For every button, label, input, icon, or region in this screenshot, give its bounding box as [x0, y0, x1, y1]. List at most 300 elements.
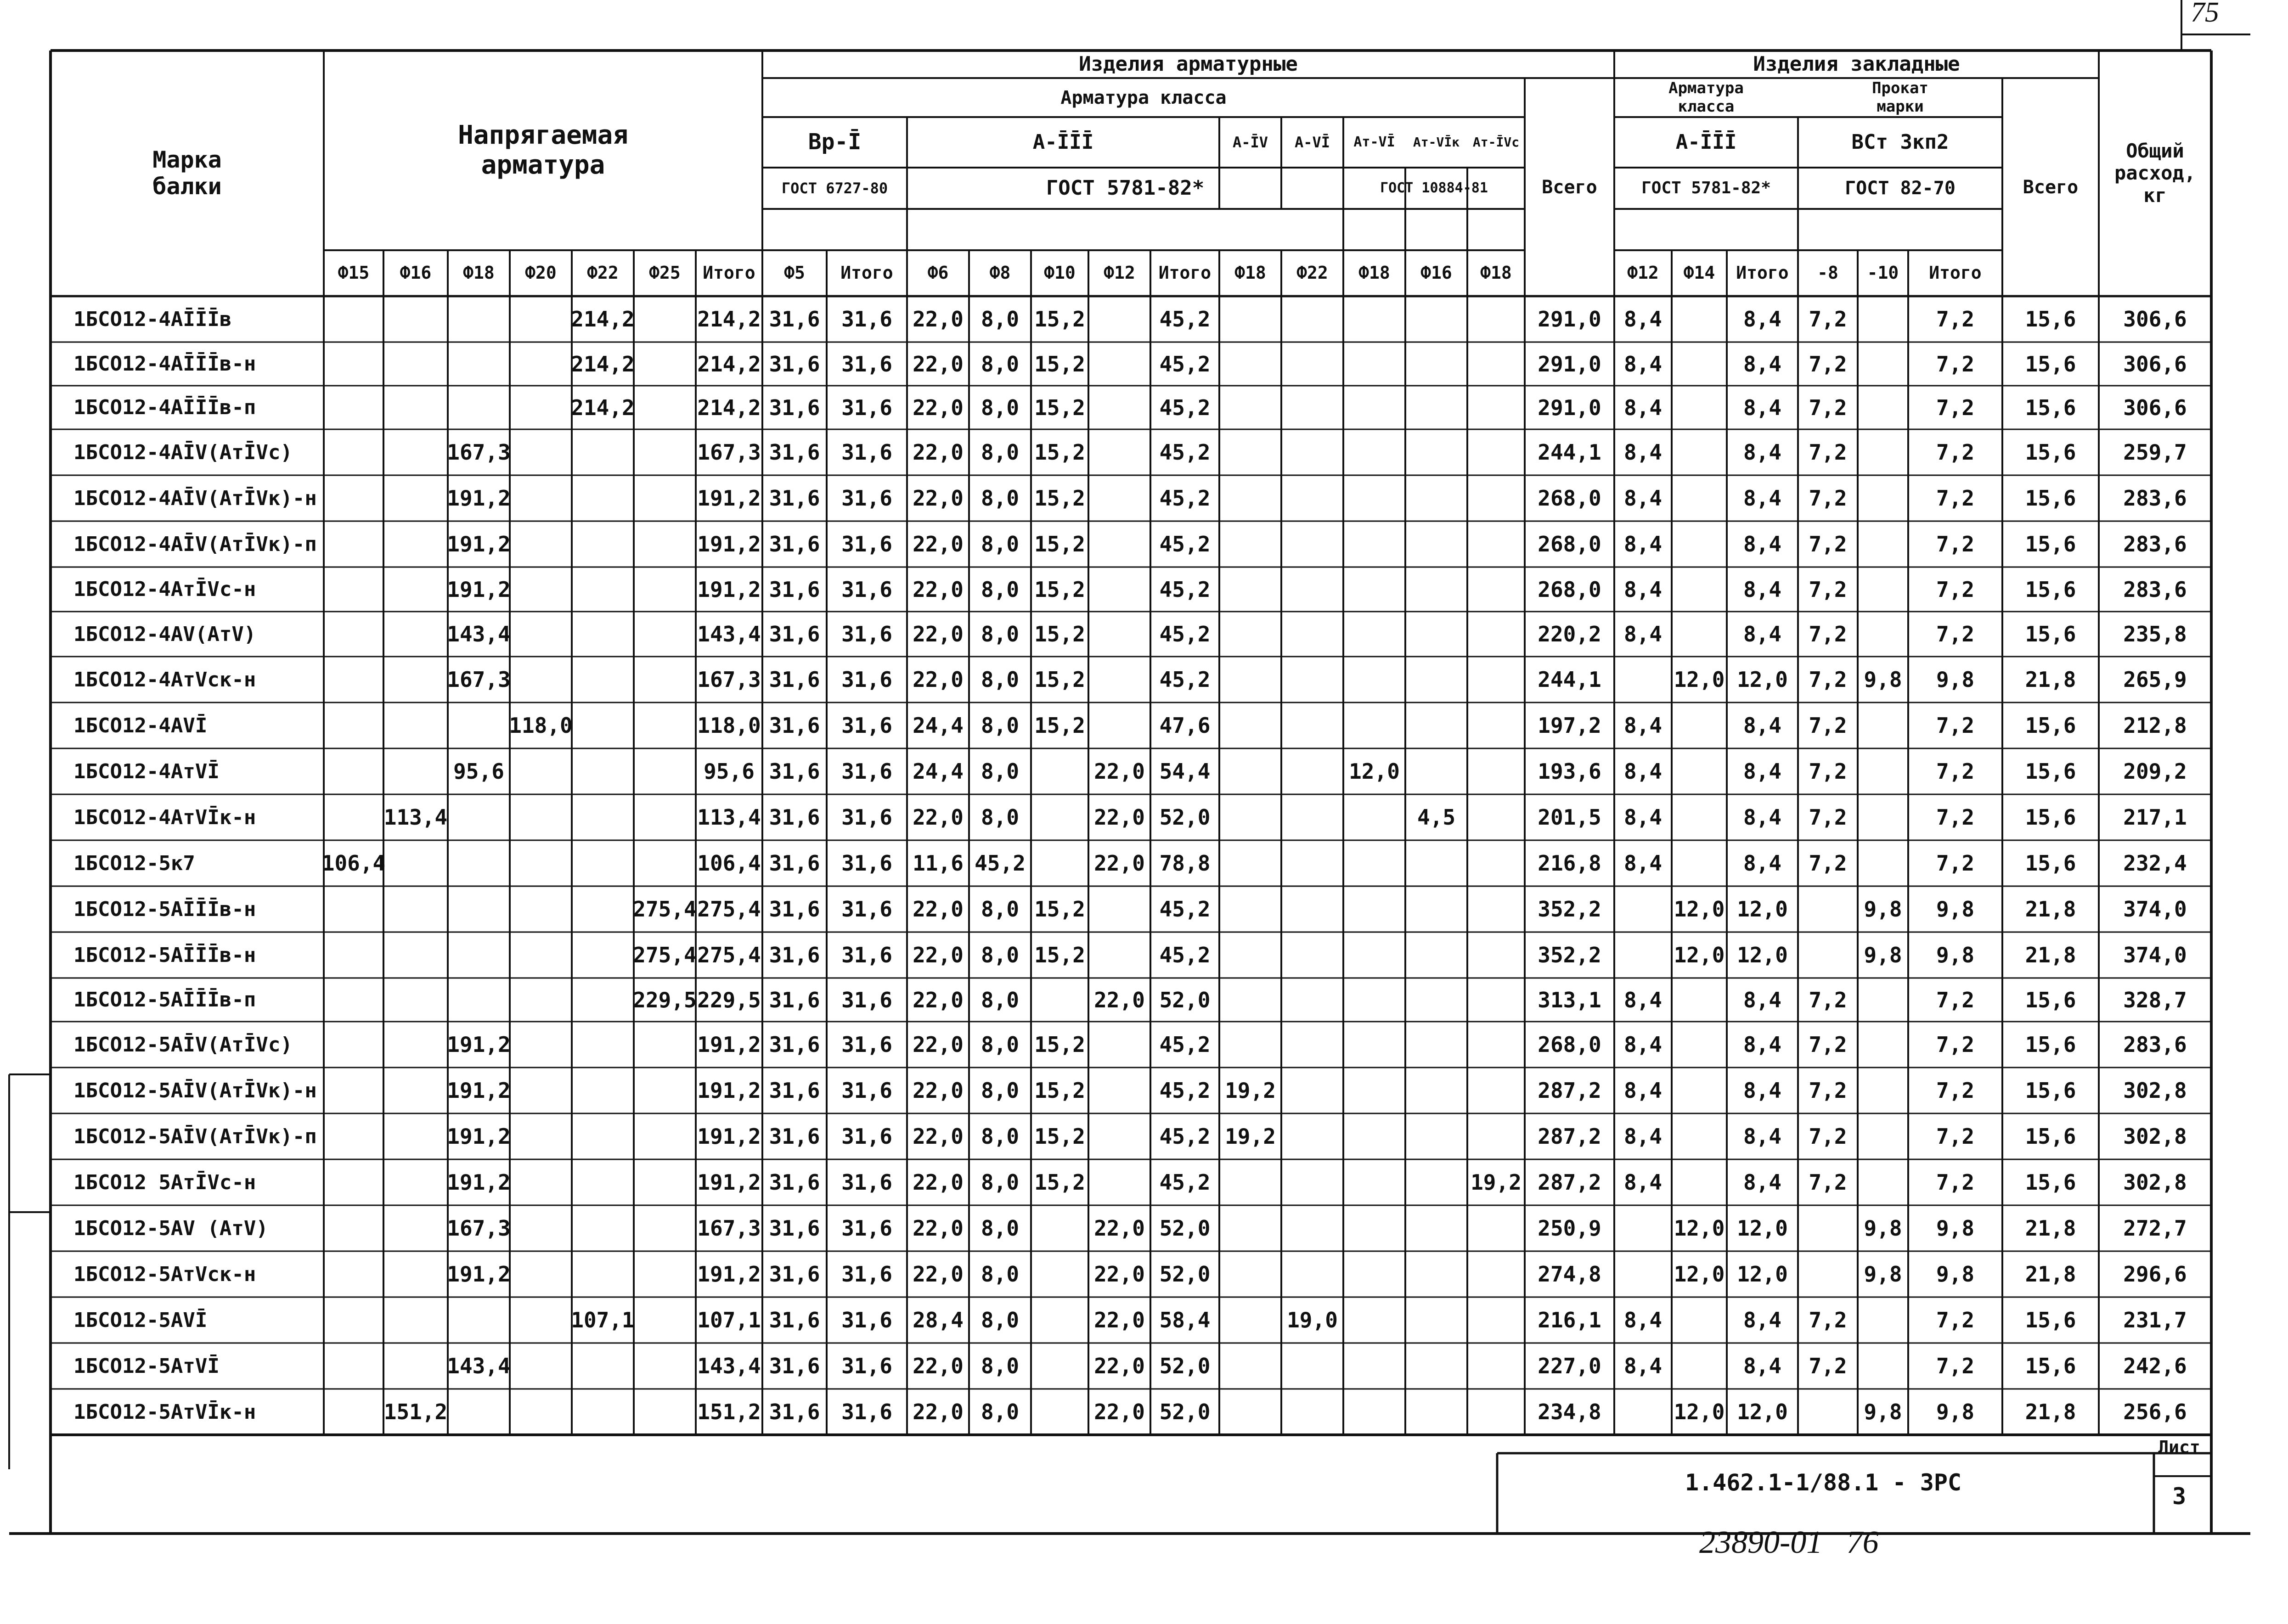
row-mark: 1БСО12-4АĪV(АтĪVк)-п — [73, 532, 317, 556]
table-cell — [383, 657, 448, 702]
table-cell: 9,8 — [1936, 897, 1975, 922]
table-cell: 8,0 — [981, 577, 1020, 602]
table-cell: 22,0 — [913, 897, 964, 922]
table-cell: 52,0 — [1159, 1399, 1211, 1424]
table-cell: 12,0 — [1674, 1262, 1725, 1287]
table-cell — [1614, 1389, 1672, 1435]
table-cell: 167,3 — [697, 667, 761, 692]
table-cell — [510, 296, 572, 342]
table-cell: 143,4 — [697, 622, 761, 646]
table-cell — [572, 1251, 634, 1297]
table-cell: 22,0 — [913, 1170, 964, 1195]
table-cell: 19,2 — [1225, 1124, 1276, 1149]
archive-number: 23890-01 76 — [1699, 1525, 1879, 1560]
col-head-14: Ф18 — [1234, 263, 1266, 283]
table-cell — [1405, 612, 1467, 657]
table-cell — [1858, 1159, 1908, 1205]
table-cell — [1467, 1022, 1525, 1068]
table-cell — [1405, 429, 1467, 475]
table-cell — [383, 932, 448, 978]
table-cell: 31,6 — [769, 1399, 820, 1424]
header-gost-6727: ГОСТ 6727-80 — [781, 179, 888, 197]
table-cell: 8,0 — [981, 1399, 1020, 1424]
table-cell — [1343, 1251, 1405, 1297]
table-cell: 191,2 — [697, 1078, 761, 1103]
table-cell — [1343, 1205, 1405, 1251]
table-cell: 191,2 — [697, 1170, 761, 1195]
table-cell: 15,6 — [2025, 1032, 2076, 1057]
table-cell: 7,2 — [1936, 486, 1975, 511]
table-cell — [572, 429, 634, 475]
table-cell — [383, 296, 448, 342]
table-cell: 8,4 — [1743, 1124, 1782, 1149]
table-cell: 31,6 — [841, 1078, 892, 1103]
table-cell: 9,8 — [1864, 1399, 1902, 1424]
table-cell: 191,2 — [697, 1262, 761, 1287]
table-cell — [383, 1113, 448, 1159]
header-a3-2: А-ĪĪĪ — [1675, 130, 1737, 154]
table-cell: 8,0 — [981, 486, 1020, 511]
table-cell — [1672, 1159, 1727, 1205]
table-cell — [1219, 702, 1281, 748]
table-cell: 15,2 — [1034, 667, 1085, 692]
table-cell — [510, 342, 572, 386]
table-cell — [1858, 475, 1908, 521]
table-cell — [1219, 1205, 1281, 1251]
table-cell — [1343, 1297, 1405, 1343]
table-cell: 15,2 — [1034, 307, 1085, 332]
table-cell: 8,4 — [1743, 805, 1782, 830]
table-cell: 12,0 — [1674, 667, 1725, 692]
table-cell — [1343, 978, 1405, 1022]
table-cell: 15,2 — [1034, 577, 1085, 602]
table-cell — [448, 840, 510, 886]
table-cell: 45,2 — [1159, 622, 1211, 646]
table-cell: 15,2 — [1034, 351, 1085, 376]
table-cell: 31,6 — [769, 351, 820, 376]
table-cell — [1467, 886, 1525, 932]
header-armatura-klassa: Арматура класса — [1060, 87, 1227, 108]
table-cell: 9,8 — [1864, 897, 1902, 922]
table-cell — [634, 342, 696, 386]
table-cell — [572, 1113, 634, 1159]
header-gost-5781-2: ГОСТ 5781-82* — [1641, 179, 1771, 198]
header-gost-82-70: ГОСТ 82-70 — [1845, 178, 1956, 199]
table-cell — [1219, 657, 1281, 702]
table-cell — [324, 1205, 383, 1251]
table-cell: 7,2 — [1936, 395, 1975, 420]
table-cell — [1343, 1022, 1405, 1068]
table-cell — [1088, 1022, 1150, 1068]
table-cell — [1614, 1251, 1672, 1297]
table-cell — [324, 1251, 383, 1297]
table-cell — [383, 342, 448, 386]
table-cell: 313,1 — [1538, 987, 1601, 1012]
table-cell — [383, 1343, 448, 1389]
table-cell: 12,0 — [1737, 943, 1788, 967]
table-cell: 19,2 — [1471, 1170, 1522, 1195]
table-cell — [1467, 1068, 1525, 1113]
col-head-12: Ф12 — [1104, 263, 1135, 283]
header-a6: А-VĪ — [1294, 133, 1330, 151]
header-at6k: Ат-VĪк — [1413, 134, 1460, 150]
table-cell — [1798, 1389, 1858, 1435]
table-cell: 22,0 — [913, 987, 964, 1012]
table-cell: 31,6 — [769, 307, 820, 332]
row-mark: 1БСО12-5АV (АтV) — [73, 1216, 268, 1240]
table-cell — [383, 748, 448, 794]
table-cell — [1405, 1343, 1467, 1389]
table-cell — [448, 978, 510, 1022]
table-cell: 45,2 — [1159, 307, 1211, 332]
table-cell: 7,2 — [1936, 851, 1975, 876]
table-cell: 15,6 — [2025, 759, 2076, 784]
table-cell: 7,2 — [1809, 1354, 1847, 1378]
table-cell: 7,2 — [1809, 440, 1847, 465]
table-cell — [572, 1159, 634, 1205]
table-cell: 31,6 — [769, 851, 820, 876]
table-cell — [572, 978, 634, 1022]
table-cell — [324, 612, 383, 657]
table-cell — [1467, 932, 1525, 978]
table-cell — [1343, 1068, 1405, 1113]
table-cell: 31,6 — [769, 1124, 820, 1149]
table-cell — [1219, 1251, 1281, 1297]
table-cell — [510, 386, 572, 429]
table-cell — [1672, 296, 1727, 342]
table-cell: 45,2 — [1159, 440, 1211, 465]
table-cell: 8,4 — [1623, 440, 1662, 465]
col-head-17: Ф16 — [1420, 263, 1452, 283]
table-cell — [572, 748, 634, 794]
table-cell: 52,0 — [1159, 805, 1211, 830]
table-cell — [1672, 1113, 1727, 1159]
table-cell — [448, 386, 510, 429]
table-cell: 193,6 — [1538, 759, 1601, 784]
table-cell — [1858, 429, 1908, 475]
table-cell — [1343, 794, 1405, 840]
row-mark: 1БСО12-5АĪV(АтĪVс) — [73, 1033, 293, 1056]
table-cell: 15,2 — [1034, 1032, 1085, 1057]
col-head-24: Итого — [1929, 263, 1982, 283]
table-cell: 22,0 — [1094, 1354, 1145, 1378]
table-cell: 8,0 — [981, 1032, 1020, 1057]
table-cell — [1467, 429, 1525, 475]
row-mark: 1БСО12-5АтVск-н — [73, 1262, 256, 1286]
table-cell — [510, 1113, 572, 1159]
table-cell: 47,6 — [1159, 713, 1211, 738]
table-cell: 31,6 — [841, 1399, 892, 1424]
table-cell: 220,2 — [1538, 622, 1601, 646]
table-cell — [1219, 386, 1281, 429]
table-cell — [1858, 978, 1908, 1022]
table-cell — [510, 657, 572, 702]
col-head-4: Ф22 — [587, 263, 619, 283]
table-cell: 31,6 — [769, 987, 820, 1012]
table-cell: 287,2 — [1538, 1078, 1601, 1103]
table-cell — [448, 296, 510, 342]
table-cell — [383, 1022, 448, 1068]
table-cell — [1219, 1343, 1281, 1389]
table-cell: 242,6 — [2123, 1354, 2187, 1378]
table-cell: 22,0 — [913, 667, 964, 692]
table-cell: 22,0 — [913, 440, 964, 465]
table-cell — [1672, 429, 1727, 475]
table-cell: 45,2 — [1159, 532, 1211, 556]
table-cell: 31,6 — [841, 805, 892, 830]
table-cell — [324, 296, 383, 342]
table-cell — [1672, 1022, 1727, 1068]
table-cell: 256,6 — [2123, 1399, 2187, 1424]
table-cell — [1031, 1251, 1088, 1297]
table-cell — [1281, 932, 1343, 978]
table-cell — [1281, 429, 1343, 475]
table-cell: 259,7 — [2123, 440, 2187, 465]
table-cell: 7,2 — [1809, 1124, 1847, 1149]
sheet-number: 3 — [2172, 1483, 2187, 1510]
table-cell — [383, 567, 448, 612]
table-cell: 306,6 — [2123, 351, 2187, 376]
table-cell: 8,4 — [1623, 1308, 1662, 1332]
table-cell — [1281, 840, 1343, 886]
table-cell — [1088, 342, 1150, 386]
table-cell — [448, 1297, 510, 1343]
table-cell: 15,6 — [2025, 1354, 2076, 1378]
table-cell — [1798, 886, 1858, 932]
table-cell: 191,2 — [447, 577, 511, 602]
table-cell — [1467, 794, 1525, 840]
table-cell: 12,0 — [1349, 759, 1400, 784]
row-mark: 1БСО12-4АĪV(АтĪVк)-н — [73, 486, 317, 510]
table-cell: 22,0 — [913, 532, 964, 556]
table-cell: 15,2 — [1034, 1170, 1085, 1195]
table-cell — [1467, 702, 1525, 748]
table-cell: 31,6 — [769, 1262, 820, 1287]
table-cell: 8,4 — [1743, 1078, 1782, 1103]
table-cell: 234,8 — [1538, 1399, 1601, 1424]
table-cell: 151,2 — [697, 1399, 761, 1424]
table-cell: 45,2 — [975, 851, 1026, 876]
table-cell — [1467, 1389, 1525, 1435]
table-cell — [572, 886, 634, 932]
table-cell: 291,0 — [1538, 395, 1601, 420]
table-cell: 8,4 — [1743, 1308, 1782, 1332]
table-cell: 8,4 — [1743, 622, 1782, 646]
table-cell — [1405, 840, 1467, 886]
table-cell: 7,2 — [1936, 713, 1975, 738]
table-cell — [324, 1343, 383, 1389]
table-cell: 191,2 — [697, 1124, 761, 1149]
table-cell — [1281, 794, 1343, 840]
table-cell: 45,2 — [1159, 577, 1211, 602]
table-cell — [448, 886, 510, 932]
row-mark: 1БСО12-5АĪĪĪв-н — [73, 897, 256, 921]
row-mark: 1БСО12-4АтVск-н — [73, 668, 256, 691]
table-cell — [634, 1159, 696, 1205]
table-cell: 143,4 — [697, 1354, 761, 1378]
table-cell: 15,6 — [2025, 395, 2076, 420]
table-cell — [1405, 342, 1467, 386]
table-cell: 7,2 — [1936, 1308, 1975, 1332]
table-cell — [1088, 475, 1150, 521]
table-cell — [510, 840, 572, 886]
table-cell: 8,4 — [1743, 759, 1782, 784]
table-cell — [1219, 932, 1281, 978]
table-cell — [1614, 657, 1672, 702]
row-mark: 1БСО12-4АтVĪк-н — [73, 805, 256, 829]
table-cell: 302,8 — [2123, 1078, 2187, 1103]
table-cell: 8,0 — [981, 943, 1020, 967]
table-cell: 8,4 — [1743, 851, 1782, 876]
table-cell — [1858, 386, 1908, 429]
table-cell: 113,4 — [383, 805, 448, 830]
table-cell — [324, 978, 383, 1022]
table-cell — [510, 1159, 572, 1205]
table-cell — [1672, 521, 1727, 567]
col-head-13: Итого — [1158, 263, 1212, 283]
table-cell — [448, 342, 510, 386]
table-cell: 31,6 — [769, 577, 820, 602]
table-cell: 212,8 — [2123, 713, 2187, 738]
table-cell — [1467, 521, 1525, 567]
table-cell: 7,2 — [1809, 307, 1847, 332]
table-cell: 15,6 — [2025, 307, 2076, 332]
table-cell: 8,0 — [981, 1078, 1020, 1103]
table-cell — [1343, 1389, 1405, 1435]
table-cell: 22,0 — [913, 1078, 964, 1103]
table-cell: 12,0 — [1737, 1399, 1788, 1424]
table-cell — [1343, 612, 1405, 657]
table-cell: 118,0 — [697, 713, 761, 738]
table-cell — [1281, 342, 1343, 386]
table-cell: 31,6 — [841, 851, 892, 876]
row-mark: 1БСО12-4АĪĪĪв — [73, 307, 232, 331]
table-cell: 191,2 — [447, 1170, 511, 1195]
header-at6: Ат-VĪ — [1353, 134, 1395, 150]
table-cell: 22,0 — [913, 805, 964, 830]
table-cell: 227,0 — [1538, 1354, 1601, 1378]
table-cell: 15,2 — [1034, 1078, 1085, 1103]
row-mark: 1БСО12-4АVĪ — [73, 714, 208, 737]
table-cell: 7,2 — [1809, 1032, 1847, 1057]
table-cell — [1343, 386, 1405, 429]
table-cell: 31,6 — [841, 1124, 892, 1149]
table-cell — [324, 521, 383, 567]
table-cell — [1405, 1251, 1467, 1297]
table-cell — [572, 475, 634, 521]
table-cell — [510, 978, 572, 1022]
header-prokat-marki: Прокат марки — [1872, 79, 1928, 116]
table-cell: 15,2 — [1034, 897, 1085, 922]
col-head-15: Ф22 — [1296, 263, 1328, 283]
col-head-5: Ф25 — [649, 263, 681, 283]
table-cell: 45,2 — [1159, 1170, 1211, 1195]
col-head-10: Ф8 — [989, 263, 1011, 283]
col-head-1: Ф16 — [400, 263, 432, 283]
table-cell: 8,0 — [981, 307, 1020, 332]
table-cell: 8,4 — [1743, 713, 1782, 738]
table-cell — [634, 386, 696, 429]
table-cell — [1858, 567, 1908, 612]
table-cell — [510, 1343, 572, 1389]
table-cell — [1672, 386, 1727, 429]
table-cell: 8,0 — [981, 622, 1020, 646]
table-cell — [634, 612, 696, 657]
table-cell: 8,4 — [1743, 1354, 1782, 1378]
table-cell: 8,4 — [1743, 987, 1782, 1012]
table-cell: 52,0 — [1159, 1216, 1211, 1241]
table-cell — [1281, 1343, 1343, 1389]
table-cell: 7,2 — [1809, 987, 1847, 1012]
table-cell — [1405, 386, 1467, 429]
table-cell: 287,2 — [1538, 1170, 1601, 1195]
row-mark: 1БСО12-5АтVĪк-н — [73, 1400, 256, 1424]
table-cell: 7,2 — [1936, 622, 1975, 646]
table-cell — [1281, 748, 1343, 794]
col-head-20: Ф14 — [1683, 263, 1715, 283]
table-cell: 9,8 — [1936, 667, 1975, 692]
table-cell: 31,6 — [841, 307, 892, 332]
table-cell: 31,6 — [769, 532, 820, 556]
table-cell: 22,0 — [913, 1032, 964, 1057]
table-cell: 31,6 — [769, 440, 820, 465]
table-cell: 8,4 — [1623, 486, 1662, 511]
table-cell — [510, 567, 572, 612]
header-vsego-arm: Всего — [1542, 176, 1597, 198]
table-cell — [1858, 1068, 1908, 1113]
table-cell: 22,0 — [913, 395, 964, 420]
table-cell — [1405, 1297, 1467, 1343]
table-cell: 214,2 — [697, 307, 761, 332]
table-cell: 22,0 — [1094, 759, 1145, 784]
table-cell — [1281, 612, 1343, 657]
table-cell — [634, 1297, 696, 1343]
table-cell: 7,2 — [1809, 851, 1847, 876]
table-cell — [1858, 1297, 1908, 1343]
table-cell: 275,4 — [633, 897, 697, 922]
row-mark: 1БСО12-4АĪV(АтĪVс) — [73, 440, 293, 464]
table-cell: 31,6 — [769, 1032, 820, 1057]
table-cell — [1798, 1251, 1858, 1297]
table-cell: 15,6 — [2025, 1308, 2076, 1332]
table-cell: 31,6 — [841, 897, 892, 922]
table-cell — [1281, 657, 1343, 702]
table-cell: 7,2 — [1936, 805, 1975, 830]
table-cell — [1672, 794, 1727, 840]
table-cell: 7,2 — [1809, 805, 1847, 830]
table-cell: 8,4 — [1743, 440, 1782, 465]
table-cell: 15,6 — [2025, 1124, 2076, 1149]
table-cell: 8,0 — [981, 667, 1020, 692]
table-cell — [634, 429, 696, 475]
table-cell — [448, 794, 510, 840]
table-cell — [324, 429, 383, 475]
row-mark: 1БСО12-5АVĪ — [73, 1308, 208, 1332]
table-cell — [1281, 475, 1343, 521]
col-head-22: -8 — [1817, 263, 1838, 283]
table-cell: 8,4 — [1743, 307, 1782, 332]
table-cell — [634, 567, 696, 612]
table-cell — [634, 840, 696, 886]
table-cell: 31,6 — [769, 805, 820, 830]
table-cell — [1405, 932, 1467, 978]
table-cell: 328,7 — [2123, 987, 2187, 1012]
table-cell — [1467, 475, 1525, 521]
header-at4c: Ат-ĪVс — [1472, 134, 1520, 150]
table-cell — [634, 702, 696, 748]
table-cell: 31,6 — [841, 622, 892, 646]
document-code: 1.462.1-1/88.1 - 3РС — [1685, 1469, 1962, 1496]
